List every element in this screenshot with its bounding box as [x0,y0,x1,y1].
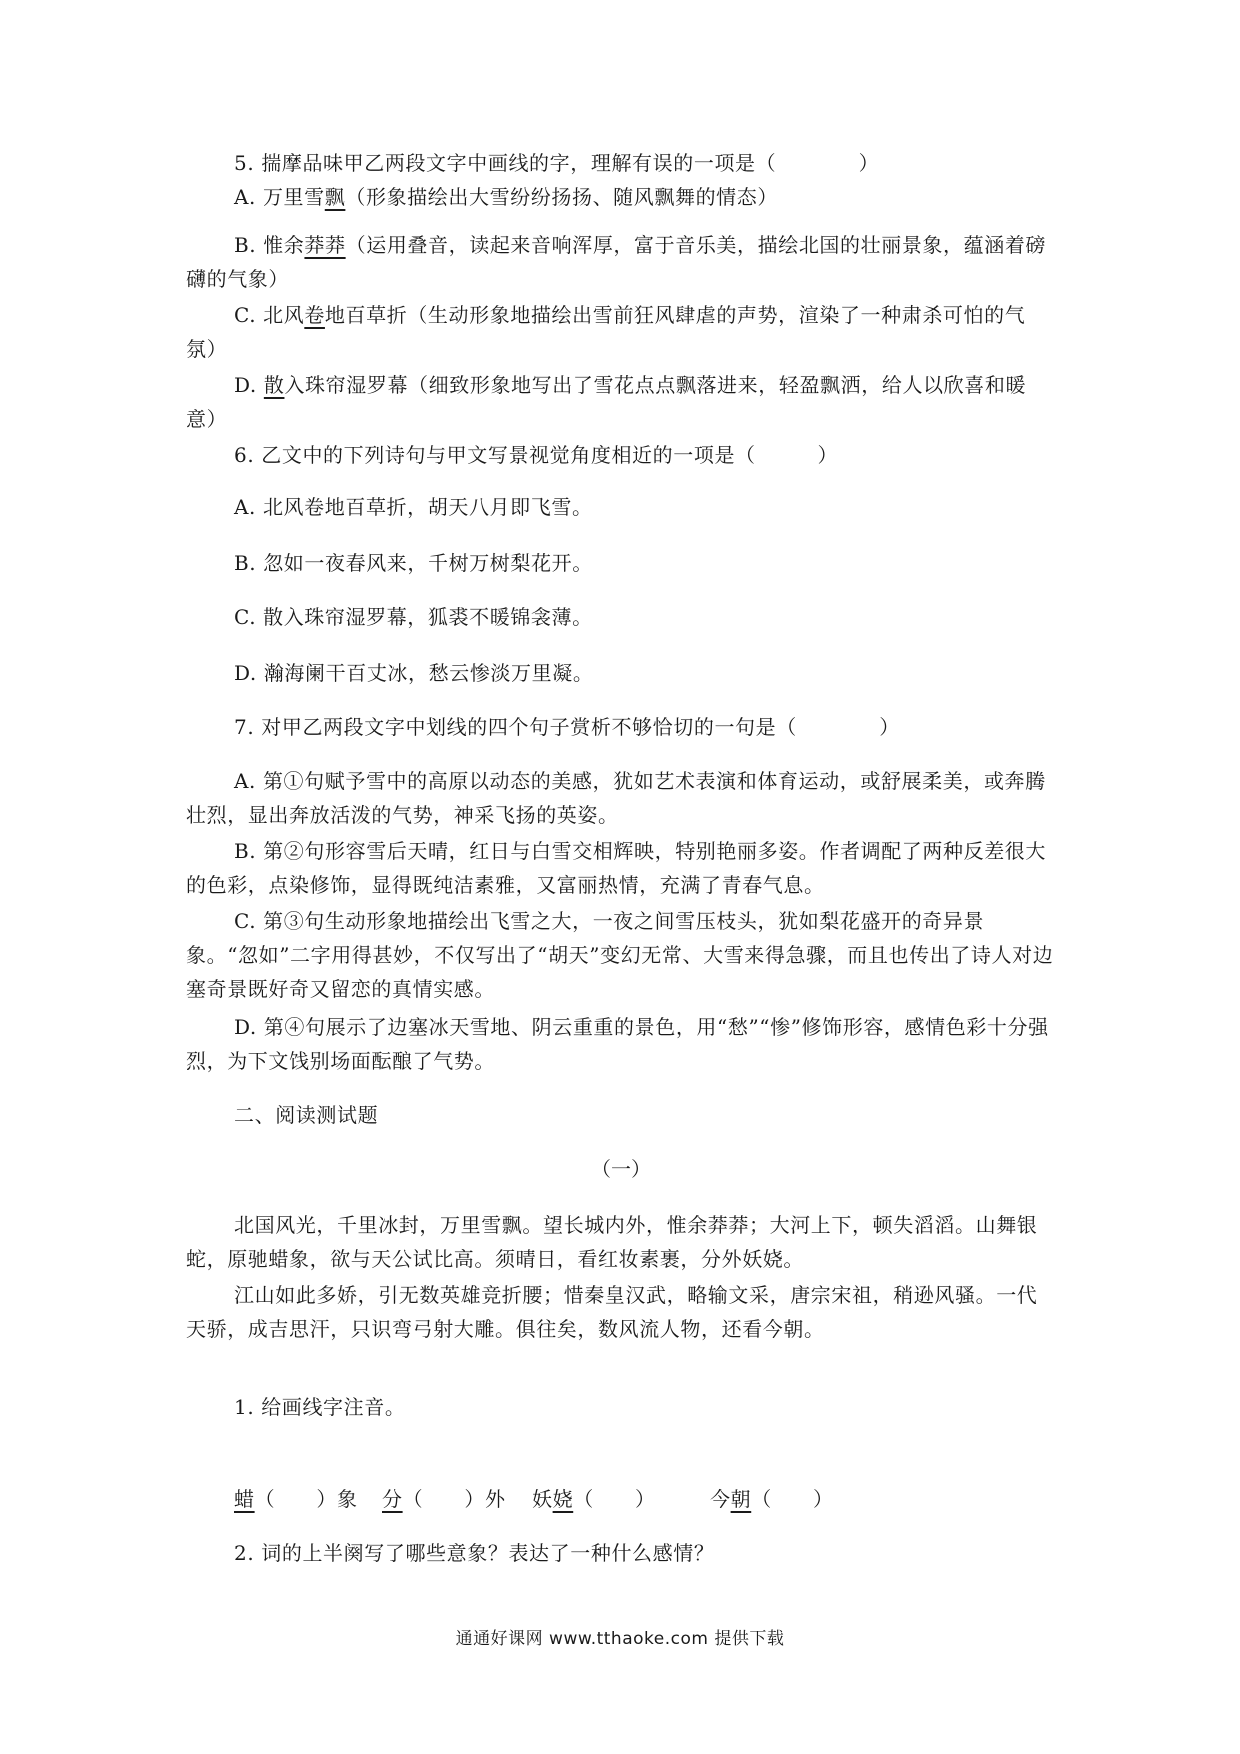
underlined-char: 卷 [304,303,325,327]
section-subtitle: （一） [591,1157,651,1181]
q5-stem: 5. 揣摩品味甲乙两段文字中画线的字，理解有误的一项是（ ） [234,151,880,175]
pinyin-item: 蜡（ ）象 [234,1487,358,1511]
q7-option-a: A. 第①句赋予雪中的高原以动态的美感，犹如艺术表演和体育运动，或舒展柔美，或奔腾壮烈，显出奔放活泼的气势，神采飞扬的英姿。 [186,769,1046,827]
q7-stem: 7. 对甲乙两段文字中划线的四个句子赏析不够恰切的一句是（ ） [234,715,900,739]
q6-stem: 6. 乙文中的下列诗句与甲文写景视觉角度相近的一项是（ ） [234,443,839,467]
underlined-char: 莽莽 [304,233,346,257]
q6-option-b: B. 忽如一夜春风来，千树万树梨花开。 [234,551,593,575]
q7-option-c: C. 第③句生动形象地描绘出飞雪之大，一夜之间雪压枝头，犹如梨花盛开的奇异景象。“忽如”二字用得甚妙，不仅写出了“胡天”变幻无常、大雪来得急骤，而且也传出了诗人对边塞奇景既好奇又留恋的真情实感。 [186,909,1054,1001]
pinyin-item: 今朝（ ） [710,1487,834,1511]
q5-option-a: A. 万里雪飘（形象描绘出大雪纷纷扬扬、随风飘舞的情态） [234,185,778,209]
q5-option-b: B. 惟余莽莽（运用叠音，读起来音响浑厚，富于音乐美，描绘北国的壮丽景象，蕴涵着磅礴的气象） [186,233,1047,291]
q6-option-c: C. 散入珠帘湿罗幕，狐裘不暖锦衾薄。 [234,605,593,629]
pinyin-blanks-row [234,1482,860,1516]
poem-paragraph-2: 江山如此多娇，引无数英雄竞折腰；惜秦皇汉武，略输文采，唐宗宋祖，稍逊风骚。一代天骄，成吉思汗，只识弯弓射大雕。俱往矣，数风流人物，还看今朝。 [186,1283,1038,1341]
q5-option-c: C. 北风卷地百草折（生动形象地描绘出雪前狂风肆虐的声势，渲染了一种肃杀可怕的气氛） [186,303,1026,361]
underlined-char: 飘 [324,185,346,209]
page-footer: 通通好课网 www.tthaoke.com 提供下载 [455,1629,785,1649]
q6-option-a: A. 北风卷地百草折，胡天八月即飞雪。 [234,495,593,519]
pinyin-item: 分（ ）外 [382,1487,506,1511]
q6-option-d: D. 瀚海阑干百丈冰，愁云惨淡万里凝。 [234,661,594,685]
q7-option-d: D. 第④句展示了边塞冰天雪地、阴云重重的景色，用“愁”“惨”修饰形容，感情色彩十分强烈，为下文饯别场面酝酿了气势。 [186,1015,1049,1073]
pinyin-item: 妖娆（ ） [532,1487,656,1511]
q7-option-b: B. 第②句形容雪后天晴，红日与白雪交相辉映，特别艳丽多姿。作者调配了两种反差很大的色彩，点染修饰，显得既纯洁素雅，又富丽热情，充满了青春气息。 [186,839,1047,897]
q5-option-d: D. 散入珠帘湿罗幕（细致形象地写出了雪花点点飘落进来，轻盈飘洒，给人以欣喜和暖意） [186,373,1027,431]
poem-paragraph-1: 北国风光，千里冰封，万里雪飘。望长城内外，惟余莽莽；大河上下，顿失滔滔。山舞银蛇，原驰蜡象，欲与天公试比高。须晴日，看红妆素裹，分外妖娆。 [186,1213,1038,1271]
question-1: 1. 给画线字注音。 [234,1395,406,1419]
question-2: 2. 词的上半阕写了哪些意象？表达了一种什么感情？ [234,1541,715,1565]
section-title: 二、阅读测试题 [234,1103,379,1127]
underlined-char: 散 [263,373,285,397]
